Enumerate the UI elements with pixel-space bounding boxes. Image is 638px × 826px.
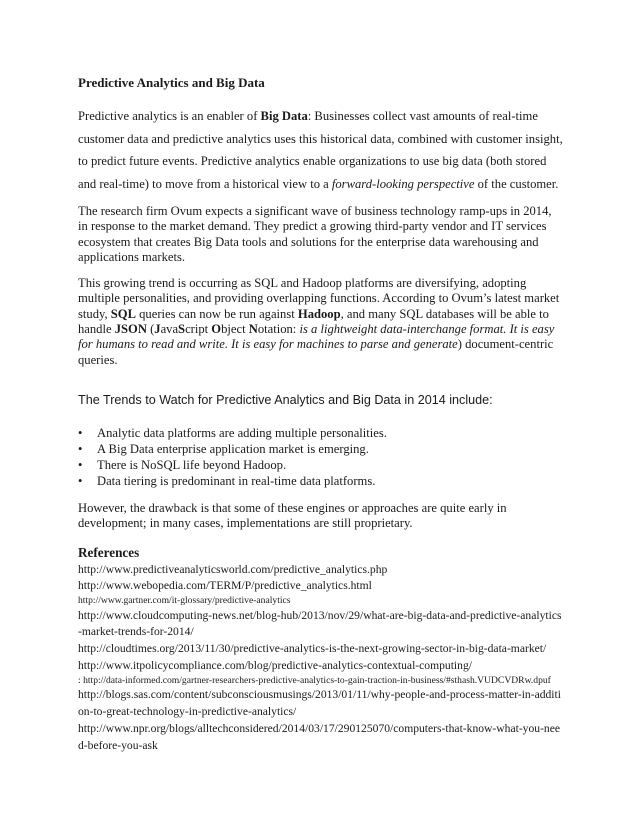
paragraph-intro bbox=[78, 105, 563, 195]
sql-text-4: ( bbox=[146, 322, 155, 337]
list-item bbox=[78, 425, 563, 441]
paragraph-ovum bbox=[78, 204, 563, 265]
sql-text-3: , and many SQL databases will be able to handle bbox=[78, 306, 549, 337]
list-item bbox=[78, 457, 563, 473]
list-item-text: There is NoSQL life beyond Hadoop. bbox=[97, 457, 287, 472]
bullet-icon: • bbox=[78, 457, 83, 472]
bold-s: S bbox=[178, 322, 186, 337]
reference-link[interactable]: http://www.webopedia.com/TERM/P/predictive_analytics.html bbox=[78, 579, 372, 593]
intro-italic-forward-looking: forward-looking perspective bbox=[331, 176, 475, 191]
reference-link[interactable]: http://www.predictiveanalyticsworld.com/predictive_analytics.php bbox=[78, 562, 388, 576]
intro-text-2: : Businesses collect vast amounts of real-time customer data and predictive analytics uses this historical data, combined with customer insight, to predict future events. Predictive analytics enable organizations to use big data (both stored and real-time) to move from a historical view to a bbox=[78, 109, 563, 191]
sql-text-8: otation: bbox=[257, 322, 300, 337]
document-body bbox=[78, 75, 563, 755]
reference-link[interactable]: http://www.cloudcomputing-news.net/blog-hub/2013/nov/29/what-are-big-data-and-predictive-analytics-market-trends-for-2014/ bbox=[78, 608, 562, 639]
document-title: Predictive Analytics and Big Data bbox=[78, 75, 265, 90]
market-demand-link[interactable]: market demand bbox=[169, 219, 248, 234]
reference-link[interactable]: http://www.itpolicycompliance.com/blog/predictive-analytics-contextual-computing/ bbox=[78, 659, 472, 673]
reference-link[interactable]: http://www.npr.org/blogs/alltechconsidered/2014/03/17/290125070/computers-that-know-what-you-need-before-you-ask bbox=[78, 721, 561, 752]
trends-heading: The Trends to Watch for Predictive Analytics and Big Data in 2014 include: bbox=[78, 392, 493, 407]
references-heading: References bbox=[78, 544, 140, 560]
sql-text-6: cript bbox=[185, 322, 212, 337]
intro-text-3: of the customer. bbox=[474, 176, 559, 191]
list-item bbox=[78, 473, 563, 489]
list-item-text: Analytic data platforms are adding multiple personalities. bbox=[97, 425, 387, 440]
reference-link[interactable]: http://www.gartner.com/it-glossary/predictive-analytics bbox=[78, 595, 291, 607]
bullet-icon: • bbox=[78, 441, 83, 456]
bold-json: JSON bbox=[114, 322, 147, 337]
bold-o: O bbox=[211, 322, 222, 337]
bold-n: N bbox=[248, 322, 258, 337]
sql-text-2: queries can now be run against bbox=[135, 306, 298, 321]
bold-j: J bbox=[154, 322, 161, 337]
references-list bbox=[78, 562, 563, 755]
bold-sql: SQL bbox=[110, 306, 136, 321]
intro-bold-big-data: Big Data bbox=[260, 109, 308, 123]
trends-list bbox=[78, 425, 563, 489]
list-item-text: Data tiering is predominant in real-time data platforms. bbox=[97, 473, 376, 488]
paragraph-drawback: However, the drawback is that some of these engines or approaches are quite early in development; in many cases, implementations are still proprietary. bbox=[78, 500, 507, 531]
reference-link[interactable]: http://blogs.sas.com/content/subconsciousmusings/2013/01/11/why-people-and-process-matter-in-addition-to-great-technology-in-predictive-analytics/ bbox=[78, 688, 561, 719]
list-item-text: A Big Data enterprise application market is emerging. bbox=[97, 441, 369, 456]
bold-hadoop: Hadoop bbox=[297, 306, 341, 321]
list-item bbox=[78, 441, 563, 457]
sql-text-7: bject bbox=[221, 322, 249, 337]
intro-text-1: Predictive analytics is an enabler of bbox=[78, 109, 261, 123]
reference-link[interactable]: : http://data-informed.com/gartner-researchers-predictive-analytics-to-gain-traction-in-business/#sthash.VUDCVDRw.dpuf bbox=[78, 674, 551, 686]
sql-text-5: ava bbox=[160, 322, 179, 337]
sql-text-1: This growing trend is occurring as SQL and Hadoop platforms are diversifying, adopting multiple personalities, and providing overlapping functions. According to Ovum’s latest market study, bbox=[78, 276, 560, 321]
ovum-text-2: . They predict a growing third-party vendor and IT services ecosystem that creates Big Data tools and solutions for the enterprise data warehousing and applications markets. bbox=[78, 219, 547, 264]
reference-link[interactable]: http://cloudtimes.org/2013/11/30/predictive-analytics-is-the-next-growing-sector-in-big-data-market/ bbox=[78, 642, 547, 656]
json-definition-italic: is a lightweight data-interchange format. It is easy for humans to read and write. It is easy for machines to parse and generate bbox=[78, 322, 555, 352]
ovum-text-1: The research firm Ovum expects a significant wave of business technology ramp-ups in 2014, in response to the bbox=[78, 204, 552, 234]
paragraph-sql-hadoop bbox=[78, 276, 563, 368]
bullet-icon: • bbox=[78, 425, 83, 440]
sql-text-9: ) document-centric queries. bbox=[78, 337, 554, 367]
bullet-icon: • bbox=[78, 473, 83, 488]
